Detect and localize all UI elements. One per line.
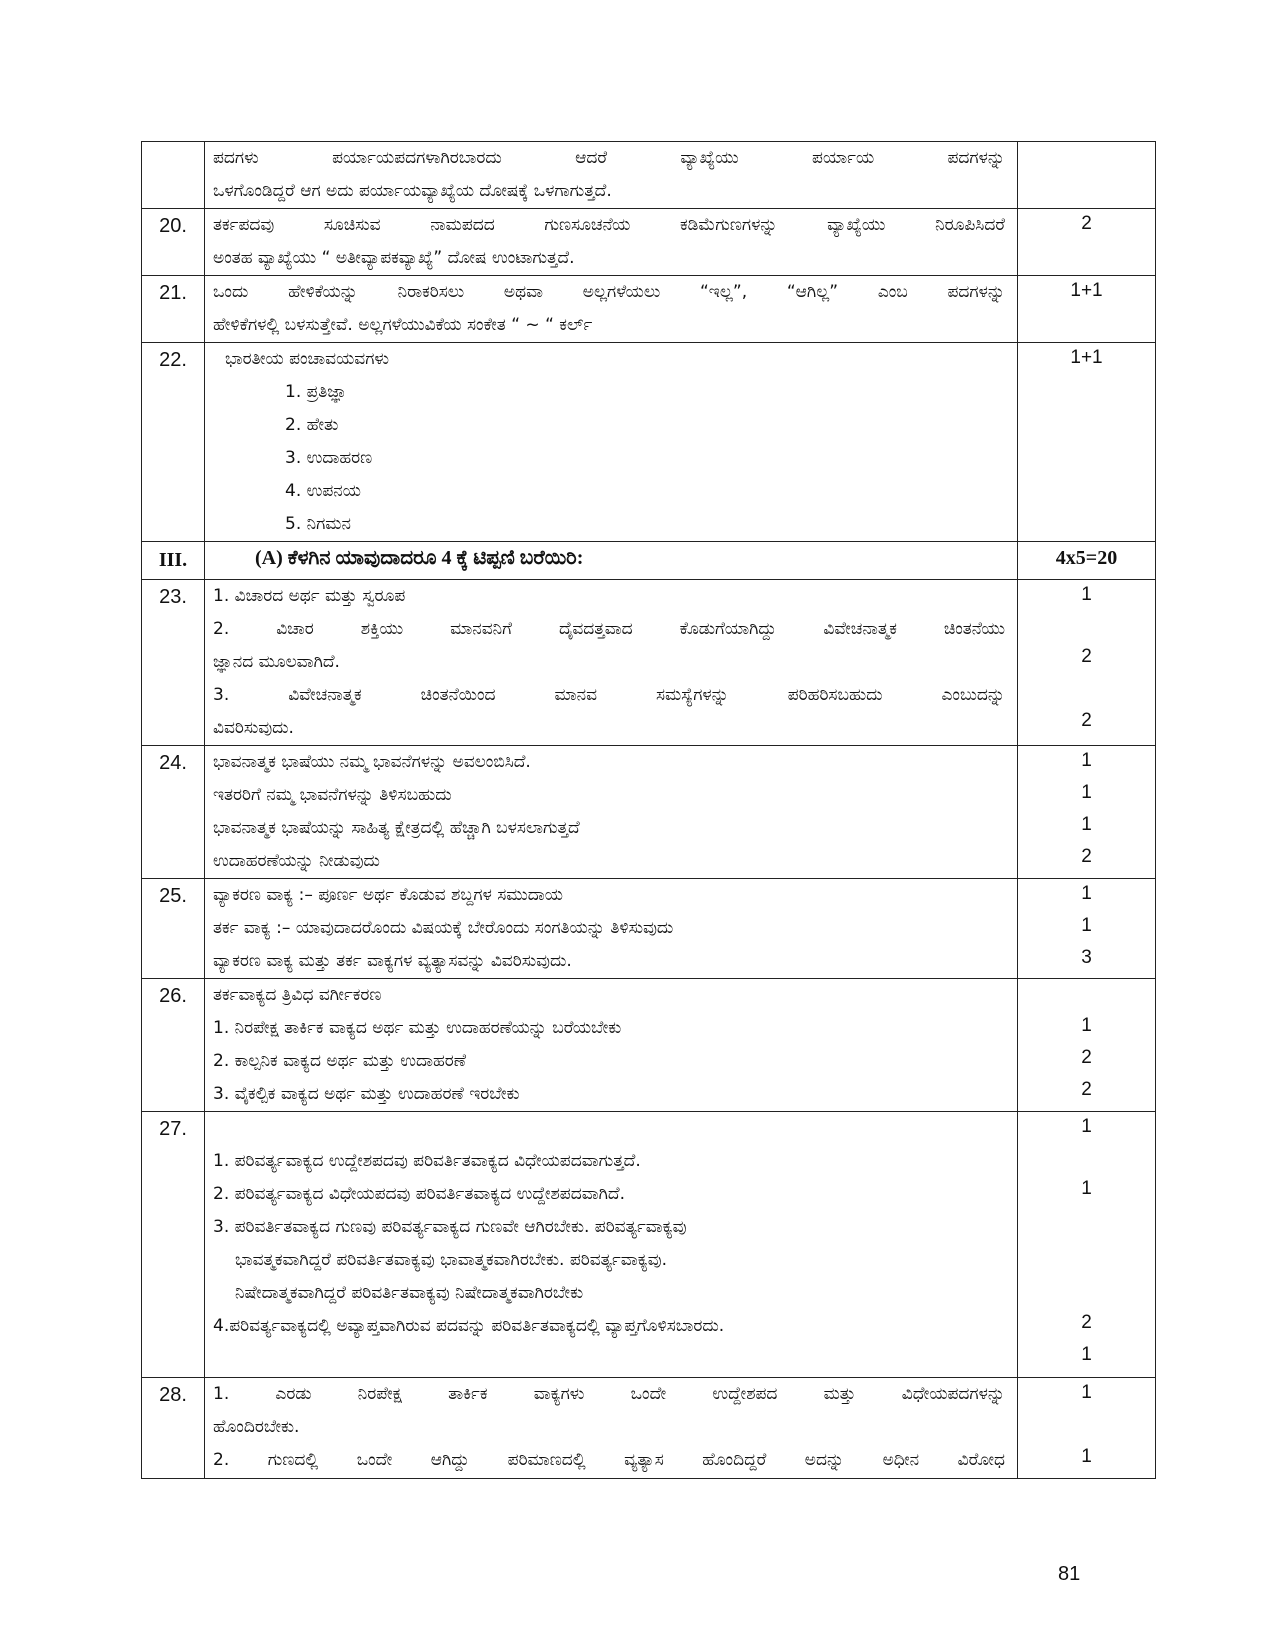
section-number: III. <box>142 542 205 580</box>
answer-line: 2. ವಿಚಾರ ಶಕ್ತಿಯು ಮಾನವನಿಗೆ ದೈವದತ್ತವಾದ ಕೊಡುಗೆಯಾಗಿದ್ದು ವಿವೇಚನಾತ್ಮಕ ಚಿಂತನೆಯು <box>213 619 1005 639</box>
marks-cell <box>1018 979 1156 1112</box>
question-number: 24. <box>142 746 205 879</box>
answer-line: ಭಾವತ್ಮಕವಾಗಿದ್ದರೆ ಪರಿವರ್ತಿತವಾಕ್ಯವು ಭಾವಾತ್ಮಕವಾಗಿರಬೇಕು. ಪರಿವರ್ತ್ಯವಾಕ್ಯವು. <box>235 1250 667 1270</box>
answer-text <box>205 1378 1018 1479</box>
answer-line: 3. ವಿವೇಚನಾತ್ಮಕ ಚಿಂತನೆಯಿಂದ ಮಾನವ ಸಮಸ್ಯೆಗಳನ್ನು ಪರಿಹರಿಸಬಹುದು ಎಂಬುದನ್ನು <box>213 685 1005 705</box>
list-title: ಭಾರತೀಯ ಪಂಚಾವಯವಗಳು <box>225 349 390 369</box>
answer-line: ಒಳಗೊಂಡಿದ್ದರೆ ಆಗ ಅದು ಪರ್ಯಾಯವ್ಯಾಖ್ಯೆಯ ದೋಷಕ್ಕೆ ಒಳಗಾಗುತ್ತದೆ. <box>213 181 612 201</box>
table-row <box>142 209 1156 276</box>
answer-text <box>205 142 1018 209</box>
mark-value: 1 <box>1081 1116 1092 1137</box>
mark-value: 1 <box>1081 883 1092 904</box>
answer-line: 2. ಕಾಲ್ಪನಿಕ ವಾಕ್ಯದ ಅರ್ಥ ಮತ್ತು ಉದಾಹರಣೆ <box>213 1051 467 1071</box>
table-row <box>142 746 1156 879</box>
list-item: 4. ಉಪನಯ <box>285 481 361 501</box>
answer-line: 2. ಪರಿವರ್ತ್ಯವಾಕ್ಯದ ವಿಧೇಯಪದವು ಪರಿವರ್ತಿತವಾಕ್ಯದ ಉದ್ದೇಶಪದವಾಗಿದೆ. <box>213 1184 625 1204</box>
mark-value: 1 <box>1081 1178 1092 1199</box>
table-row <box>142 142 1156 209</box>
answer-line: 3. ಪರಿವರ್ತಿತವಾಕ್ಯದ ಗುಣವು ಪರಿವರ್ತ್ಯವಾಕ್ಯದ ಗುಣವೇ ಆಗಿರಬೇಕು. ಪರಿವರ್ತ್ಯವಾಕ್ಯವು <box>213 1217 687 1237</box>
answer-text <box>205 343 1018 542</box>
mark-value: 1 <box>1081 1446 1092 1467</box>
mark-value: 1 <box>1081 915 1092 936</box>
marks-cell <box>1018 1378 1156 1479</box>
marks-cell <box>1018 209 1156 276</box>
mark-value: 1 <box>1081 750 1092 771</box>
question-number: 25. <box>142 879 205 979</box>
mark-value: 2 <box>1081 1079 1092 1100</box>
table-row <box>142 276 1156 343</box>
answer-line: ವ್ಯಾಕರಣ ವಾಕ್ಯ ಮತ್ತು ತರ್ಕ ವಾಕ್ಯಗಳ ವ್ಯತ್ಯಾಸವನ್ನು ವಿವರಿಸುವುದು. <box>213 951 572 971</box>
section-header-row <box>142 542 1156 580</box>
question-number <box>142 142 205 209</box>
mark-value: 2 <box>1081 1047 1092 1068</box>
answer-line: ತರ್ಕವಾಕ್ಯದ ತ್ರಿವಿಧ ವರ್ಗೀಕರಣ <box>213 985 382 1005</box>
answer-line: ವ್ಯಾಕರಣ ವಾಕ್ಯ :– ಪೂರ್ಣ ಅರ್ಥ ಕೊಡುವ ಶಬ್ದಗಳ ಸಮುದಾಯ <box>213 885 563 905</box>
section-title: (A) ಕೆಳಗಿನ ಯಾವುದಾದರೂ 4 ಕ್ಕೆ ಟಿಪ್ಪಣಿ ಬರೆಯಿರಿ: <box>205 542 1018 580</box>
mark-value: 1 <box>1081 584 1092 605</box>
mark-value: 1 <box>1081 1382 1092 1403</box>
question-number: 27. <box>142 1112 205 1378</box>
question-number: 21. <box>142 276 205 343</box>
table-row <box>142 1378 1156 1479</box>
answer-line: ಹೊಂದಿರಬೇಕು. <box>213 1417 300 1437</box>
mark-value: 2 <box>1081 710 1092 731</box>
answer-text <box>205 209 1018 276</box>
marks-cell <box>1018 276 1156 343</box>
answer-line: 1. ಪರಿವರ್ತ್ಯವಾಕ್ಯದ ಉದ್ದೇಶಪದವು ಪರಿವರ್ತಿತವಾಕ್ಯದ ವಿಧೇಯಪದವಾಗುತ್ತದೆ. <box>213 1151 641 1171</box>
mark-value: 1 <box>1081 1015 1092 1036</box>
list-item: 3. ಉದಾಹರಣ <box>285 448 373 468</box>
answer-line: ಉದಾಹರಣೆಯನ್ನು ನೀಡುವುದು <box>213 851 380 871</box>
table-row <box>142 343 1156 542</box>
answer-line: 2. ಗುಣದಲ್ಲಿ ಒಂದೇ ಆಗಿದ್ದು ಪರಿಮಾಣದಲ್ಲಿ ವ್ಯತ್ಯಾಸ ಹೊಂದಿದ್ದರೆ ಅದನ್ನು ಅಧೀನ ವಿರೋಧ <box>213 1450 1005 1470</box>
table-row <box>142 979 1156 1112</box>
marks-cell <box>1018 142 1156 209</box>
marks-cell <box>1018 343 1156 542</box>
question-number: 26. <box>142 979 205 1112</box>
answer-line: 1. ಎರಡು ನಿರಪೇಕ್ಷ ತಾರ್ಕಿಕ ವಾಕ್ಯಗಳು ಒಂದೇ ಉದ್ದೇಶಪದ ಮತ್ತು ವಿಧೇಯಪದಗಳನ್ನು <box>213 1384 1005 1404</box>
answer-line: ವಿವರಿಸುವುದು. <box>213 718 294 738</box>
mark-value: 3 <box>1081 947 1092 968</box>
list-item: 5. ನಿಗಮನ <box>285 514 351 534</box>
marks-cell <box>1018 746 1156 879</box>
question-number: 20. <box>142 209 205 276</box>
table-row <box>142 879 1156 979</box>
answer-key-table <box>141 141 1156 1479</box>
answer-line: ತರ್ಕಪದವು ಸೂಚಿಸುವ ನಾಮಪದದ ಗುಣಸೂಚನೆಯ ಕಡಿಮೆಗುಣಗಳನ್ನು ವ್ಯಾಖ್ಯೆಯು ನಿರೂಪಿಸಿದರೆ <box>213 215 1005 235</box>
mark-value: 1 <box>1081 814 1092 835</box>
table-row <box>142 1112 1156 1378</box>
mark-value: 2 <box>1081 1312 1092 1333</box>
answer-text <box>205 276 1018 343</box>
answer-line: ತರ್ಕ ವಾಕ್ಯ :– ಯಾವುದಾದರೊಂದು ವಿಷಯಕ್ಕೆ ಬೇರೊಂದು ಸಂಗತಿಯನ್ನು ತಿಳಿಸುವುದು <box>213 918 674 938</box>
mark-value: 2 <box>1081 846 1092 867</box>
mark-value: 2 <box>1081 213 1092 234</box>
answer-text <box>205 1112 1018 1378</box>
question-number: 28. <box>142 1378 205 1479</box>
question-number: 23. <box>142 580 205 746</box>
marks-cell <box>1018 1112 1156 1378</box>
answer-line: 3. ವೈಕಲ್ಪಿಕ ವಾಕ್ಯದ ಅರ್ಥ ಮತ್ತು ಉದಾಹರಣೆ ಇರಬೇಕು <box>213 1084 520 1104</box>
answer-line: 1. ವಿಚಾರದ ಅರ್ಥ ಮತ್ತು ಸ್ವರೂಪ <box>213 586 406 606</box>
page-number: 81 <box>1058 1563 1081 1585</box>
answer-line: ಭಾವನಾತ್ಮಕ ಭಾಷೆಯು ನಮ್ಮ ಭಾವನೆಗಳನ್ನು ಅವಲಂಬಿಸಿದೆ. <box>213 752 531 772</box>
answer-text <box>205 979 1018 1112</box>
mark-value: 1+1 <box>1070 347 1103 368</box>
marks-cell <box>1018 580 1156 746</box>
marks-cell <box>1018 879 1156 979</box>
answer-line: ಜ್ಞಾನದ ಮೂಲವಾಗಿದೆ. <box>213 652 340 672</box>
answer-line: 1. ನಿರಪೇಕ್ಷ ತಾರ್ಕಿಕ ವಾಕ್ಯದ ಅರ್ಥ ಮತ್ತು ಉದಾಹರಣೆಯನ್ನು ಬರೆಯಬೇಕು <box>213 1018 622 1038</box>
answer-line: ಅಂತಹ ವ್ಯಾಖ್ಯೆಯು “ ಅತೀವ್ಯಾಪಕವ್ಯಾಖ್ಯೆ” ದೋಷ ಉಂಟಾಗುತ್ತದೆ. <box>213 248 575 268</box>
answer-text <box>205 746 1018 879</box>
answer-line: ನಿಷೇದಾತ್ಮಕವಾಗಿದ್ದರೆ ಪರಿವರ್ತಿತವಾಕ್ಯವು ನಿಷೇದಾತ್ಮಕವಾಗಿರಬೇಕು <box>235 1283 584 1303</box>
answer-text <box>205 580 1018 746</box>
mark-value: 1+1 <box>1070 280 1103 301</box>
mark-value: 1 <box>1081 1344 1092 1365</box>
answer-line: ಭಾವನಾತ್ಮಕ ಭಾಷೆಯನ್ನು ಸಾಹಿತ್ಯ ಕ್ಷೇತ್ರದಲ್ಲಿ ಹೆಚ್ಚಾಗಿ ಬಳಸಲಾಗುತ್ತದೆ <box>213 818 580 838</box>
list-item: 2. ಹೇತು <box>285 415 339 435</box>
mark-value: 1 <box>1081 782 1092 803</box>
answer-line: ಇತರರಿಗೆ ನಮ್ಮ ಭಾವನೆಗಳನ್ನು ತಿಳಿಸಬಹುದು <box>213 785 452 805</box>
section-marks: 4x5=20 <box>1018 542 1156 580</box>
answer-line: ಹೇಳಿಕೆಗಳಲ್ಲಿ ಬಳಸುತ್ತೇವೆ. ಅಲ್ಲಗಳೆಯುವಿಕೆಯ ಸಂಕೇತ “ ~ “ ಕರ್ಲ್ <box>213 315 593 335</box>
list-item: 1. ಪ್ರತಿಜ್ಞಾ <box>285 382 348 402</box>
answer-line: 4.ಪರಿವರ್ತ್ಯವಾಕ್ಯದಲ್ಲಿ ಅವ್ಯಾಪ್ತವಾಗಿರುವ ಪದವನ್ನು ಪರಿವರ್ತಿತವಾಕ್ಯದಲ್ಲಿ ವ್ಯಾಪ್ತಗೊಳಿಸಬಾರದು. <box>213 1316 725 1336</box>
answer-text <box>205 879 1018 979</box>
answer-line: ಪದಗಳು ಪರ್ಯಾಯಪದಗಳಾಗಿರಬಾರದು ಆದರೆ ವ್ಯಾಖ್ಯೆಯು ಪರ್ಯಾಯ ಪದಗಳನ್ನು <box>213 148 1005 168</box>
answer-line: ಒಂದು ಹೇಳಿಕೆಯನ್ನು ನಿರಾಕರಿಸಲು ಅಥವಾ ಅಲ್ಲಗಳೆಯಲು “ಇಲ್ಲ”, “ಆಗಿಲ್ಲ” ಎಂಬ ಪದಗಳನ್ನು <box>213 282 1005 302</box>
question-number: 22. <box>142 343 205 542</box>
table-row <box>142 580 1156 746</box>
mark-value: 2 <box>1081 646 1092 667</box>
